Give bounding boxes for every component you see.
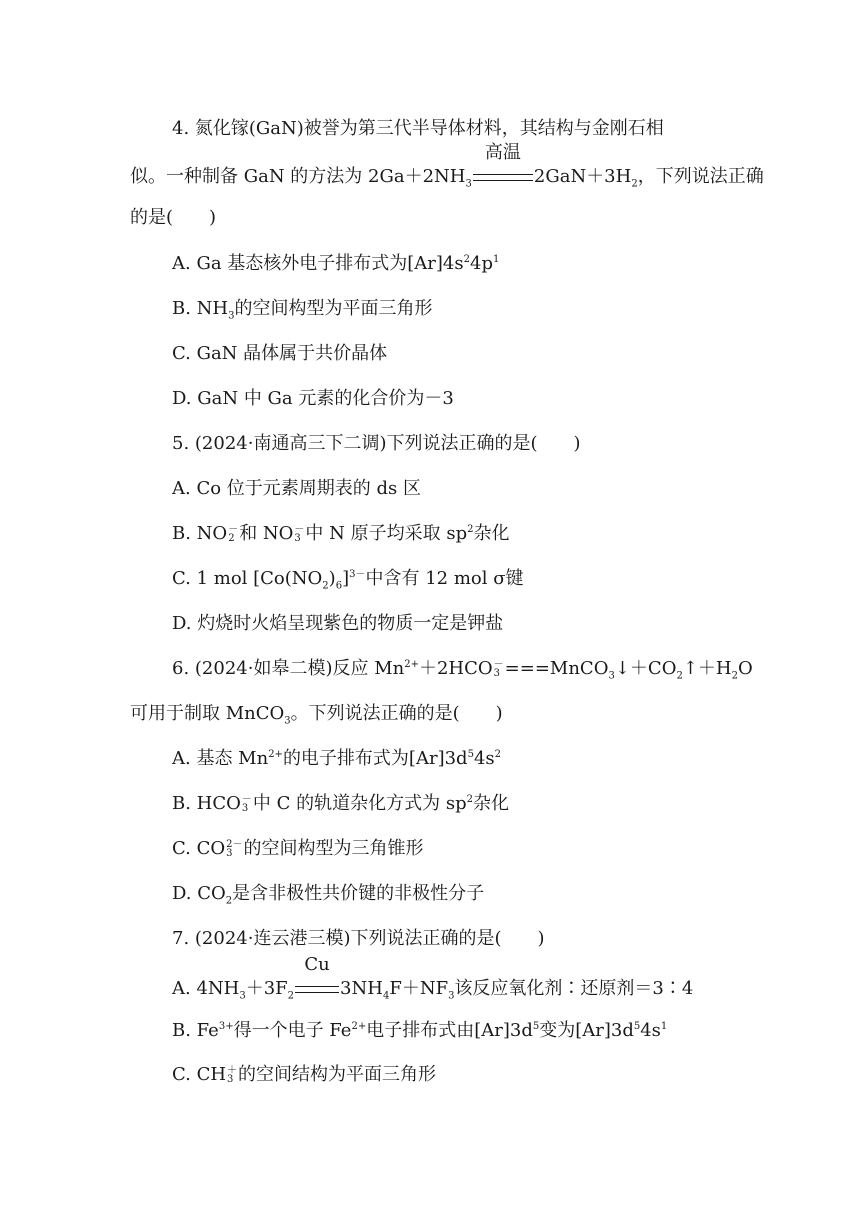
q4-stem-line2: 似。一种制备 GaN 的方法为 $2Ga+2NH_3$ 高温 $2GaN+3H_2$，下列说法正确 <box>130 142 764 190</box>
q4-option-c: C. GaN 晶体属于共价晶体 <box>172 343 388 364</box>
q5-option-c: C. 1 mol $[Co(NO_2)_6]^{3-}$中含有 12 mol σ键 <box>172 568 524 592</box>
q7-stem: 7. (2024·连云港三模)下列说法正确的是( ) <box>172 928 545 949</box>
q4-stem-line3: 的是( ) <box>130 207 217 228</box>
q6-option-a: A. 基态 $Mn^{2+}$的电子排布式为$[Ar]3d^54s^2$ <box>172 748 502 769</box>
reaction-condition: 高温 <box>473 164 533 190</box>
q4-stem-line1: 4. 氮化镓(GaN)被誉为第三代半导体材料，其结构与金刚石相 <box>172 118 664 139</box>
q6-stem-line2: 可用于制取 MnCO$_3$。下列说法正确的是( ) <box>130 703 503 727</box>
reaction-condition-cu: Cu <box>295 976 339 1002</box>
q4-option-a: A. Ga 基态核外电子排布式为$[Ar]4s^24p^1$ <box>172 253 500 274</box>
q6-option-c: C. CO 2－ 3 的空间构型为三角锥形 <box>172 838 424 859</box>
q7-option-a: A. $4NH_3+3F_2$ Cu $3NH_4F+NF_3$该反应氧化剂∶还原剂＝3∶4 <box>172 954 694 1002</box>
q4-option-d: D. GaN 中 Ga 元素的化合价为－3 <box>172 388 454 409</box>
q5-option-a: A. Co 位于元素周期表的 ds 区 <box>172 478 421 499</box>
q6-stem-line1: 6. (2024·如皋二模)反应 $Mn^{2+}+2HCO$ － 3 $===MnCO_3↓+CO_2↑+H_2O$ <box>172 658 753 682</box>
q6-option-b: B. HCO － 3 中 C 的轨道杂化方式为 $sp^2$杂化 <box>172 793 509 814</box>
q5-stem: 5. (2024·南通高三下二调)下列说法正确的是( ) <box>172 433 581 454</box>
q6-option-d: D. $CO_2$是含非极性共价键的非极性分子 <box>172 883 485 907</box>
q7-option-c: C. CH ＋ 3 的空间结构为平面三角形 <box>172 1064 437 1085</box>
q7-option-b: B. $Fe^{3+}$得一个电子 $Fe^{2+}$电子排布式由$[Ar]3d^5$变为$[Ar]3d^54s^1$ <box>172 1020 668 1041</box>
q5-option-d: D. 灼烧时火焰呈现紫色的物质一定是钾盐 <box>172 613 504 634</box>
q5-option-b: B. NO － 2 和 NO － 3 中 N 原子均采取 $sp^2$杂化 <box>172 523 510 544</box>
q4-option-b: B. $NH_3$的空间构型为平面三角形 <box>172 298 433 322</box>
